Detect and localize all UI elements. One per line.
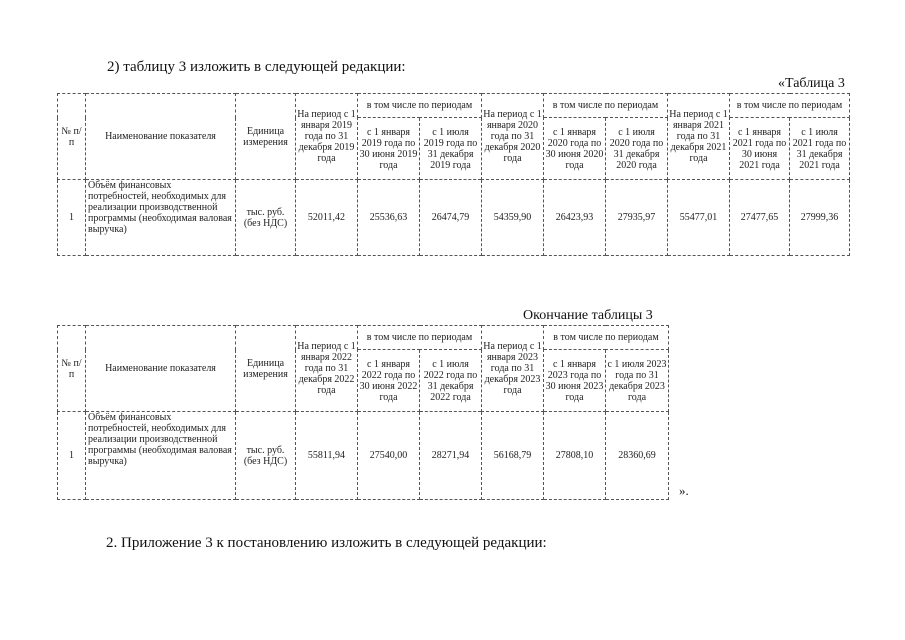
row-value: 27999,36 [790, 180, 850, 256]
header-half1: с 1 января 2023 года по 30 июня 2023 года [544, 350, 606, 412]
row-value: 28271,94 [420, 412, 482, 500]
row-value: 27540,00 [358, 412, 420, 500]
header-including: в том числе по периодам [358, 94, 482, 118]
row-value: 56168,79 [482, 412, 544, 500]
header-period-total: На период с 1 января 2020 года по 31 декабря 2020 года [482, 94, 544, 180]
row-name: Объём финансовых потребностей, необходимых для реализации производственной программы (необходимая валовая выручка) [86, 412, 236, 500]
row-num: 1 [58, 180, 86, 256]
row-name: Объём финансовых потребностей, необходимых для реализации производственной программы (необходимая валовая выручка) [86, 180, 236, 256]
header-half2: с 1 июля 2020 года по 31 декабря 2020 года [606, 118, 668, 180]
row-value: 55811,94 [296, 412, 358, 500]
row-value: 54359,90 [482, 180, 544, 256]
header-including: в том числе по периодам [730, 94, 850, 118]
header-half1: с 1 января 2019 года по 30 июня 2019 года [358, 118, 420, 180]
header-num: № п/п [58, 94, 86, 180]
closing-quote: ». [679, 483, 689, 498]
row-value: 52011,42 [296, 180, 358, 256]
header-period-total: На период с 1 января 2022 года по 31 декабря 2022 года [296, 326, 358, 412]
header-including: в том числе по периодам [544, 326, 669, 350]
header-half1: с 1 января 2022 года по 30 июня 2022 года [358, 350, 420, 412]
row-value: 27935,97 [606, 180, 668, 256]
row-value: 55477,01 [668, 180, 730, 256]
header-period-total: На период с 1 января 2021 года по 31 декабря 2021 года [668, 94, 730, 180]
table2 [57, 325, 669, 500]
row-value: 27477,65 [730, 180, 790, 256]
intro-text: 2) таблицу 3 изложить в следующей редакции: [107, 59, 406, 75]
header-unit: Единица измерения [236, 326, 296, 412]
table-row [58, 180, 850, 256]
header-half1: с 1 января 2021 года по 30 июня 2021 года [730, 118, 790, 180]
table2-caption: Окончание таблицы 3 [523, 308, 653, 323]
table-row [58, 412, 669, 500]
row-value: 26474,79 [420, 180, 482, 256]
header-period-total: На период с 1 января 2019 года по 31 декабря 2019 года [296, 94, 358, 180]
header-half2: с 1 июля 2022 года по 31 декабря 2022 года [420, 350, 482, 412]
header-including: в том числе по периодам [358, 326, 482, 350]
row-value: 26423,93 [544, 180, 606, 256]
row-unit: тыс. руб. (без НДС) [236, 180, 296, 256]
header-half2: с 1 июля 2023 года по 31 декабря 2023 года [606, 350, 669, 412]
header-name: Наименование показателя [86, 94, 236, 180]
row-value: 25536,63 [358, 180, 420, 256]
header-num: № п/п [58, 326, 86, 412]
table1-caption: «Таблица 3 [778, 76, 845, 91]
header-name: Наименование показателя [86, 326, 236, 412]
row-num: 1 [58, 412, 86, 500]
header-unit: Единица измерения [236, 94, 296, 180]
header-period-total: На период с 1 января 2023 года по 31 декабря 2023 года [482, 326, 544, 412]
header-including: в том числе по периодам [544, 94, 668, 118]
header-half2: с 1 июля 2021 года по 31 декабря 2021 года [790, 118, 850, 180]
row-value: 28360,69 [606, 412, 669, 500]
table1 [57, 93, 850, 256]
header-half1: с 1 января 2020 года по 30 июня 2020 года [544, 118, 606, 180]
outro-text: 2. Приложение 3 к постановлению изложить в следующей редакции: [106, 535, 547, 551]
header-half2: с 1 июля 2019 года по 31 декабря 2019 года [420, 118, 482, 180]
row-value: 27808,10 [544, 412, 606, 500]
row-unit: тыс. руб. (без НДС) [236, 412, 296, 500]
